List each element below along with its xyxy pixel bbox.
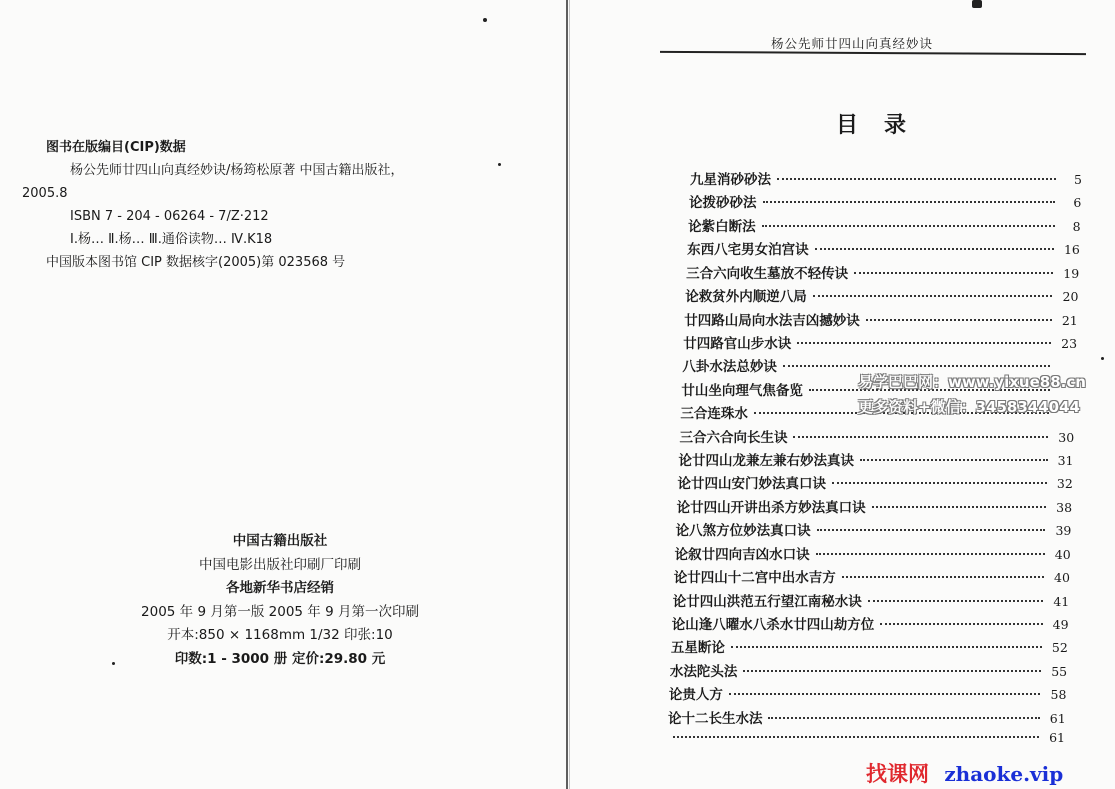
toc-entry-title: 论拨砂砂法 bbox=[689, 195, 757, 212]
toc-entry bbox=[689, 191, 1081, 213]
toc-entry bbox=[679, 449, 1074, 471]
toc-entry-title: 论廿四山开讲出杀方妙法真口诀 bbox=[676, 499, 866, 516]
toc-leader-dots bbox=[743, 670, 1041, 672]
toc-leader-dots bbox=[777, 178, 1056, 180]
toc-entry bbox=[675, 543, 1071, 565]
toc-entry bbox=[672, 613, 1069, 635]
toc-leader-dots bbox=[866, 319, 1052, 321]
toc-leader-dots bbox=[816, 553, 1045, 555]
colophon-printer: 中国电影出版社印刷厂印刷 bbox=[199, 556, 361, 573]
toc-entry-title: 三合六向收生墓放不轻传诀 bbox=[686, 265, 849, 282]
toc-entry-page-number: 6 bbox=[1073, 195, 1082, 211]
toc-entry bbox=[686, 262, 1079, 284]
toc-entry-page-number: 23 bbox=[1061, 335, 1078, 351]
toc-title: 目录 bbox=[836, 113, 933, 138]
toc-entry-title: 廿四路官山步水诀 bbox=[683, 335, 792, 352]
toc-entry-title: 廿山坐向理气焦备览 bbox=[681, 382, 803, 399]
toc-leader-dots bbox=[868, 600, 1044, 602]
toc-entry-page-number: 49 bbox=[1052, 616, 1069, 632]
brand-url: zhaoke.vip bbox=[944, 762, 1064, 786]
toc-entry-title: 论廿四山龙兼左兼右妙法真诀 bbox=[678, 453, 854, 469]
running-head: 杨公先师廿四山向真经妙诀 bbox=[771, 36, 934, 51]
toc-entry bbox=[677, 496, 1073, 518]
toc-leader-dots bbox=[673, 736, 1039, 738]
toc-entry-title: 论廿四山十二宫中出水吉方 bbox=[673, 570, 836, 587]
toc-leader-dots bbox=[762, 225, 1055, 227]
watermark-line-contact: 更多资料+微信：3458344044 bbox=[858, 398, 1080, 416]
toc-entry-title: 水法陀头法 bbox=[669, 663, 738, 680]
toc-entry-title: 论紫白断法 bbox=[688, 218, 756, 235]
toc-entry bbox=[671, 636, 1068, 658]
toc-entry bbox=[673, 590, 1070, 612]
print-speck bbox=[1101, 357, 1104, 360]
toc-entry-page-number: 32 bbox=[1056, 476, 1073, 492]
toc-entry-page-number: 5 bbox=[1074, 172, 1082, 187]
toc-entry-title: 论救贫外内顺逆八局 bbox=[685, 289, 807, 306]
toc-entry-title: 三合六合向长生诀 bbox=[679, 429, 788, 446]
toc-leader-dots bbox=[860, 459, 1048, 461]
brand-watermark bbox=[866, 758, 1063, 788]
cip-line-record: 中国版本图书馆 CIP 数据核字(2005)第 023568 号 bbox=[46, 255, 346, 270]
toc-entry-page-number: 19 bbox=[1063, 265, 1080, 281]
toc-leader-dots bbox=[793, 436, 1048, 438]
toc-entry bbox=[667, 730, 1065, 752]
print-speck bbox=[112, 662, 115, 665]
toc-leader-dots bbox=[731, 646, 1042, 648]
toc-entry-title: 五星断论 bbox=[670, 640, 725, 657]
toc-leader-dots bbox=[783, 365, 1051, 367]
toc-entry bbox=[687, 238, 1080, 260]
toc-entry bbox=[678, 472, 1073, 494]
toc-entry-title: 论廿四山洪范五行望江南秘水诀 bbox=[672, 593, 862, 610]
toc-entry-title: 论山逢八曜水八杀水廿四山劫方位 bbox=[671, 616, 875, 633]
cip-line-title-author: 杨公先师廿四山向真经妙诀/杨筠松原著 中国古籍出版社， bbox=[70, 163, 404, 178]
toc-entry-title: 论贵人方 bbox=[668, 687, 723, 704]
toc-entry-page-number: 61 bbox=[1049, 710, 1066, 726]
toc-entry-page-number: 40 bbox=[1054, 570, 1070, 586]
toc-entry-title: 廿四路山局向水法吉凶撼妙诀 bbox=[684, 312, 860, 329]
toc-entry-page-number: 16 bbox=[1063, 242, 1080, 258]
cip-title: 图书在版编目(CIP)数据 bbox=[46, 140, 186, 155]
print-speck bbox=[483, 18, 487, 22]
toc-entry-title: 论廿四山安门妙法真口诀 bbox=[677, 476, 827, 493]
toc-entry bbox=[688, 215, 1081, 237]
toc-entry-page-number: 8 bbox=[1072, 218, 1081, 234]
watermark bbox=[858, 370, 1086, 420]
toc-entry-title: 论叙廿四向吉凶水口诀 bbox=[674, 546, 810, 563]
toc-leader-dots bbox=[815, 248, 1054, 250]
toc-leader-dots bbox=[817, 529, 1046, 531]
watermark-line-website: 易学巴巴网：www.yixue88.cn bbox=[858, 373, 1086, 391]
toc-entry bbox=[668, 707, 1066, 729]
toc-entry-page-number: 30 bbox=[1058, 429, 1075, 445]
toc-leader-dots bbox=[842, 576, 1044, 578]
toc-entry-page-number: 20 bbox=[1062, 289, 1079, 305]
toc-entry-page-number: 39 bbox=[1055, 523, 1072, 539]
book-gutter-shadow bbox=[569, 0, 570, 789]
cip-line-classification: Ⅰ.杨… Ⅱ.杨… Ⅲ.通俗读物… Ⅳ.K18 bbox=[70, 232, 273, 247]
cip-line-date: 2005.8 bbox=[22, 186, 68, 201]
book-gutter bbox=[566, 0, 568, 789]
print-speck bbox=[498, 163, 501, 166]
toc-entry bbox=[670, 660, 1067, 682]
toc-leader-dots bbox=[797, 342, 1051, 344]
print-speck bbox=[972, 0, 982, 8]
toc-leader-dots bbox=[854, 272, 1053, 274]
toc-entry-page-number: 52 bbox=[1051, 640, 1068, 656]
toc-entry-title: 东西八宅男女泊宫诀 bbox=[687, 242, 809, 259]
colophon-publisher: 中国古籍出版社 bbox=[232, 533, 328, 549]
toc-entry bbox=[683, 332, 1077, 354]
colophon-edition: 2005 年 9 月第一版 2005 年 9 月第一次印刷 bbox=[141, 603, 419, 620]
toc-entry bbox=[685, 285, 1078, 307]
toc-entry-page-number: 61 bbox=[1049, 730, 1065, 745]
toc-entry-title: 论十二长生水法 bbox=[667, 710, 763, 727]
toc-entry-title: 九星消砂砂法 bbox=[690, 172, 771, 188]
colophon-distributor: 各地新华书店经销 bbox=[226, 580, 334, 596]
cip-data-block bbox=[22, 136, 546, 274]
toc-entry-page-number: 41 bbox=[1053, 593, 1070, 609]
toc-entry-page-number: 55 bbox=[1051, 663, 1068, 679]
toc-entry-page-number: 38 bbox=[1056, 499, 1073, 515]
toc-leader-dots bbox=[763, 201, 1056, 203]
colophon bbox=[100, 530, 460, 671]
toc-leader-dots bbox=[813, 295, 1053, 297]
cip-line-isbn: ISBN 7 - 204 - 06264 - 7/Z·212 bbox=[70, 209, 269, 224]
toc-entry bbox=[690, 168, 1082, 190]
toc-leader-dots bbox=[880, 623, 1042, 625]
toc-entry bbox=[669, 683, 1067, 705]
toc-leader-dots bbox=[768, 717, 1039, 719]
toc-entry-page-number: 21 bbox=[1061, 312, 1078, 328]
brand-name: 找课网 bbox=[866, 762, 929, 786]
colophon-format: 开本:850 × 1168mm 1/32 印张:10 bbox=[167, 627, 393, 643]
toc-entry bbox=[676, 519, 1072, 541]
toc-entry-page-number: 40 bbox=[1054, 546, 1071, 562]
toc-entry bbox=[684, 309, 1078, 331]
toc-leader-dots bbox=[729, 693, 1041, 695]
toc-entry bbox=[679, 426, 1074, 448]
toc-entry-title: 论八煞方位妙法真口诀 bbox=[675, 523, 811, 540]
toc-entry-title: 三合连珠水 bbox=[680, 406, 748, 423]
toc-entry bbox=[674, 566, 1070, 588]
toc-entry-page-number: 58 bbox=[1050, 687, 1067, 703]
toc-entry-title: 八卦水法总妙诀 bbox=[682, 359, 777, 376]
toc-leader-dots bbox=[832, 482, 1047, 484]
toc-entry-page-number: 31 bbox=[1057, 453, 1074, 468]
colophon-print-run: 印数:1 - 3000 册 定价:29.80 元 bbox=[174, 650, 386, 667]
toc-leader-dots bbox=[872, 506, 1047, 508]
